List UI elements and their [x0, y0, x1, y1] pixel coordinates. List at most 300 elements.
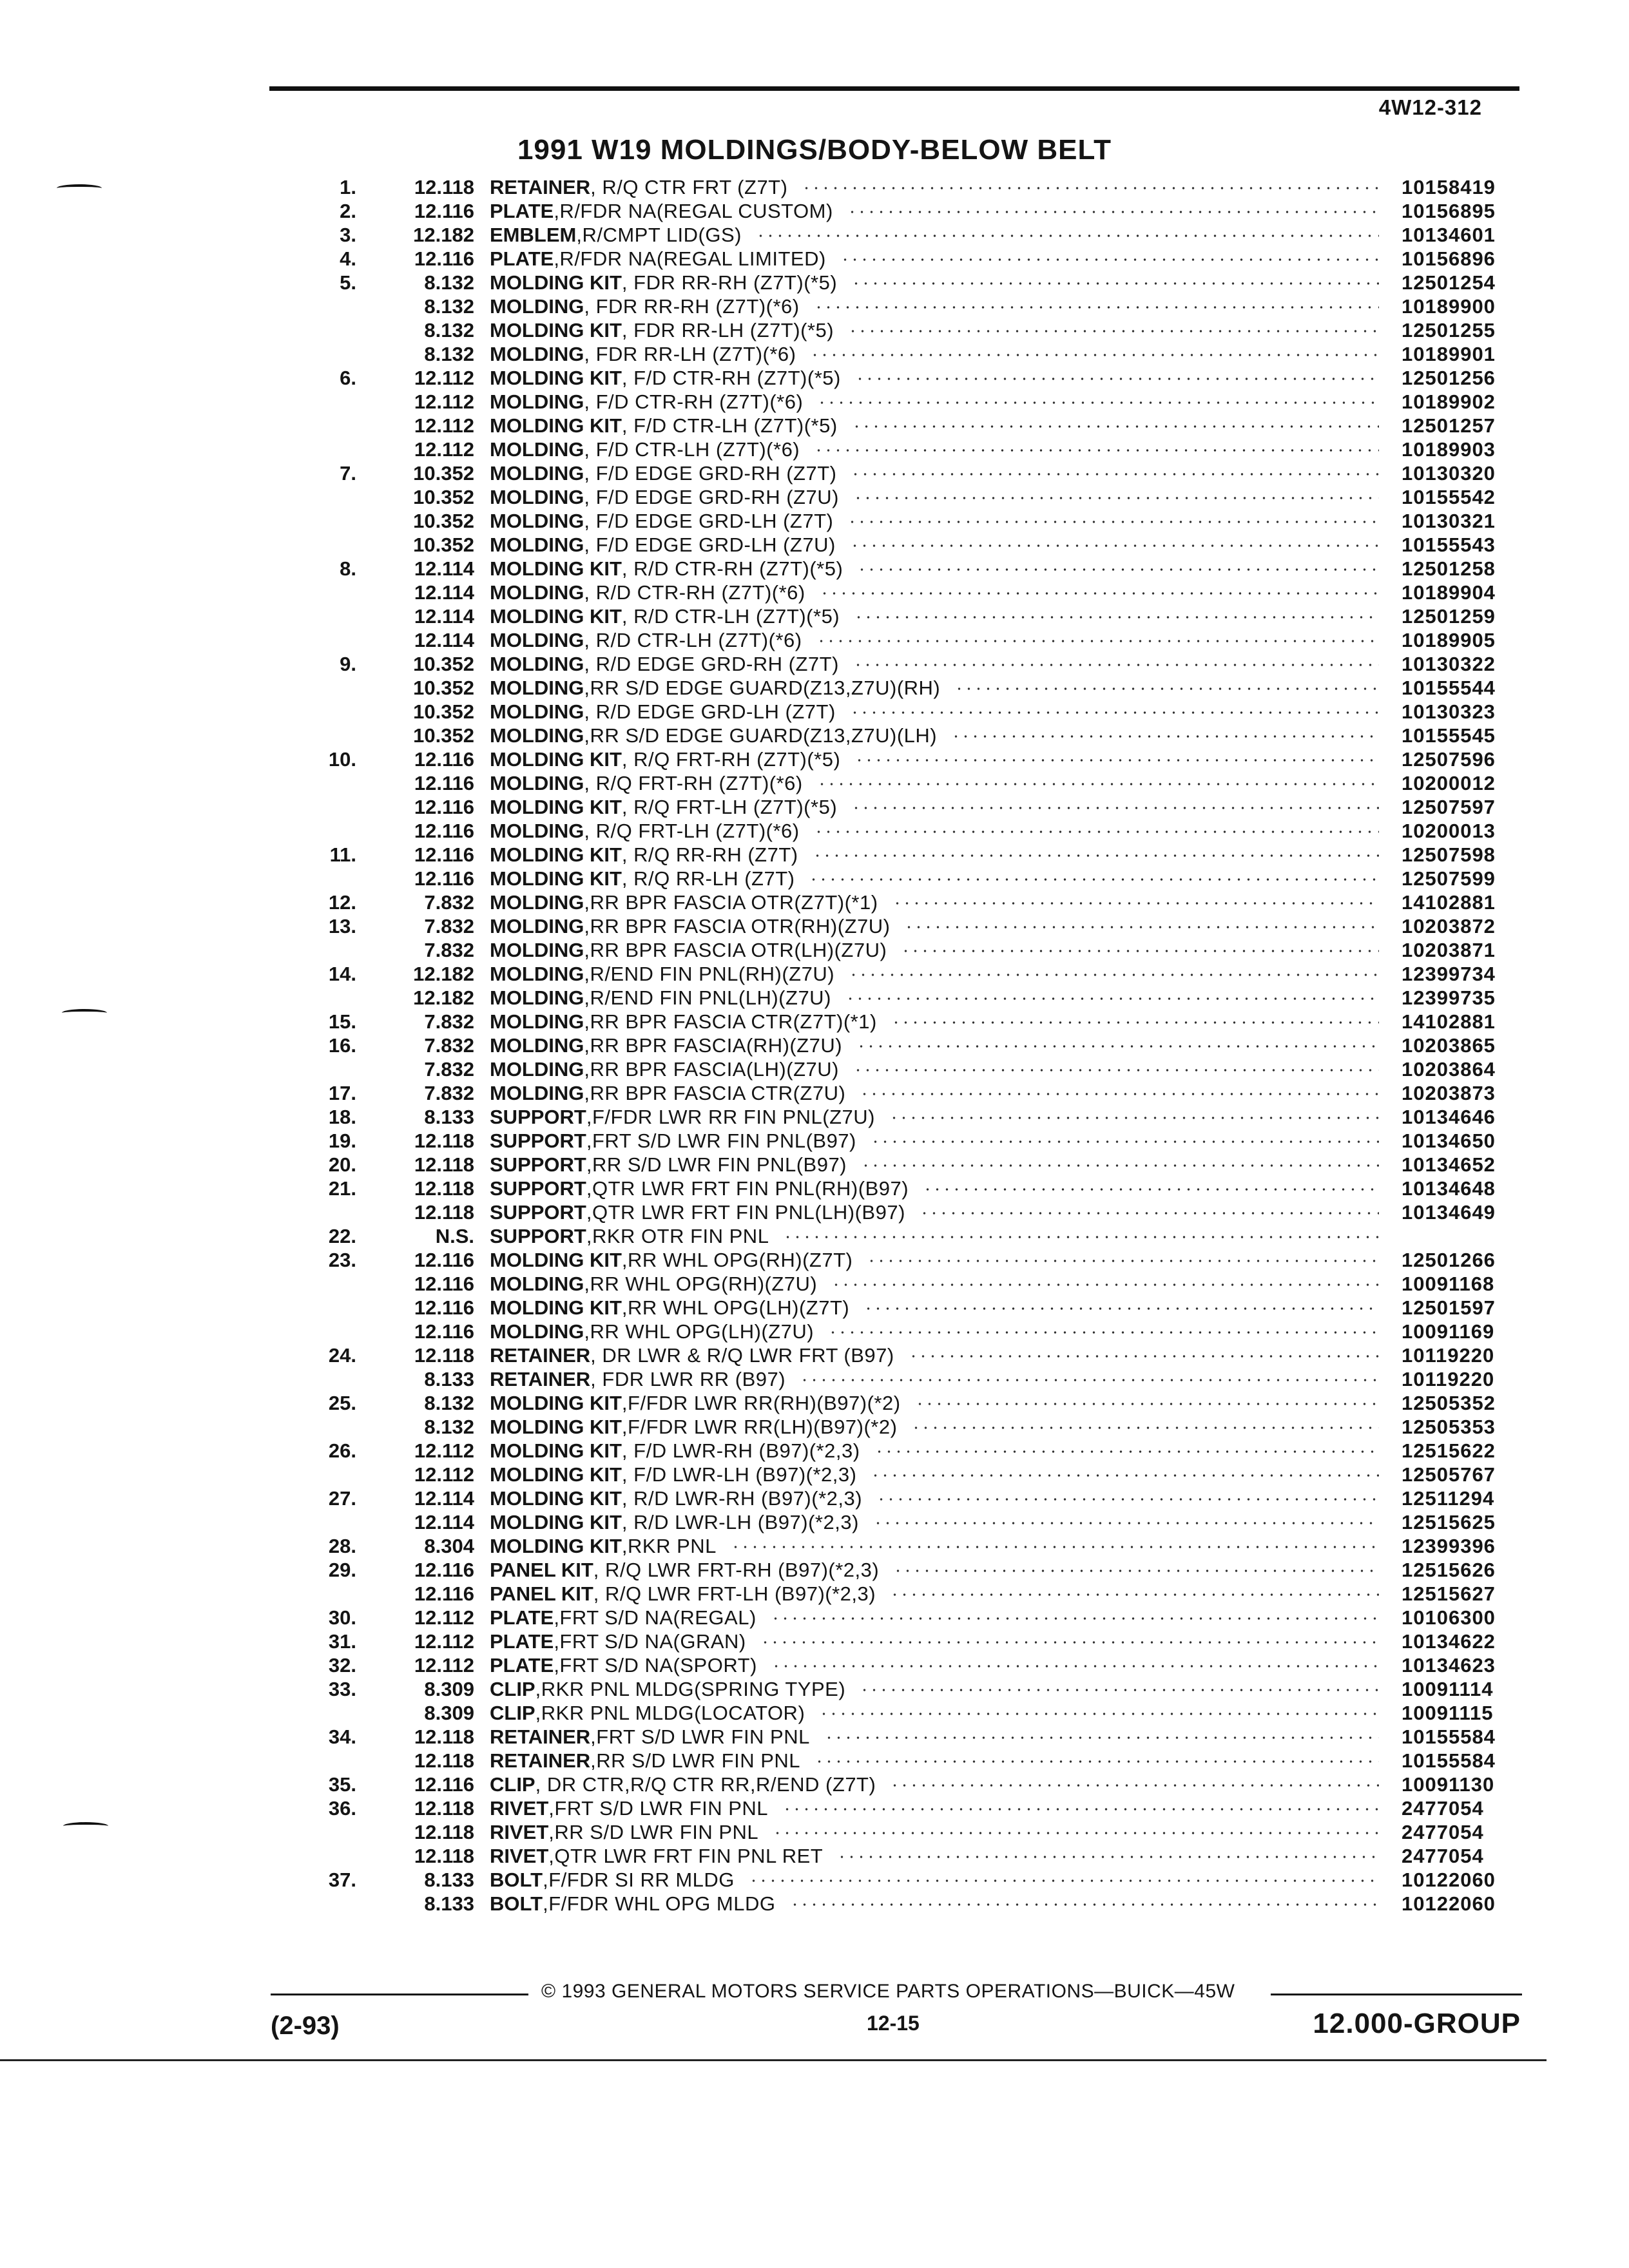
dot-leader [819, 1713, 1379, 1715]
part-name: MOLDING [490, 915, 584, 937]
part-row [0, 628, 1629, 652]
part-row [0, 676, 1629, 700]
part-number: 12399734 [1402, 963, 1496, 985]
part-description [490, 1510, 1379, 1534]
dot-leader [911, 1427, 1379, 1429]
part-row [0, 1343, 1629, 1367]
item-number: 31. [328, 1630, 356, 1653]
part-name: RETAINER [490, 1749, 591, 1772]
item-number: 37. [328, 1869, 356, 1891]
part-description [490, 1582, 1379, 1606]
part-description [490, 962, 1379, 986]
part-number: 10203871 [1402, 939, 1496, 961]
dot-leader [809, 878, 1379, 881]
dot-leader [814, 449, 1379, 452]
page-title: 1991 W19 MOLDINGS/BODY-BELOW BELT [517, 134, 1112, 166]
part-number: 12501259 [1402, 605, 1496, 628]
part-description [490, 628, 1379, 652]
part-detail: , F/D EDGE GRD-RH (Z7T) [584, 462, 837, 485]
group-number: 10.352 [413, 510, 474, 532]
part-number: 10189903 [1402, 438, 1496, 461]
part-name: MOLDING [490, 295, 584, 318]
dot-leader [790, 1903, 1380, 1906]
group-number: 12.116 [414, 1320, 474, 1343]
group-number: 12.112 [414, 390, 474, 413]
dot-leader [850, 711, 1379, 714]
dot-leader [852, 425, 1379, 428]
group-number: 12.182 [413, 224, 474, 246]
dot-leader [860, 1093, 1379, 1095]
part-name: MOLDING [490, 677, 584, 699]
group-number: 12.114 [414, 1487, 474, 1510]
part-name: PANEL KIT [490, 1559, 593, 1581]
part-name: CLIP [490, 1702, 535, 1724]
group-number: 8.309 [424, 1678, 474, 1700]
part-name: RETAINER [490, 1725, 591, 1748]
part-name: MOLDING [490, 1010, 584, 1033]
part-number: 10134648 [1402, 1177, 1496, 1200]
part-name: RETAINER [490, 1368, 591, 1390]
part-description [490, 1725, 1379, 1749]
part-detail: ,R/END FIN PNL(LH)(Z7U) [584, 986, 831, 1009]
group-number: 12.116 [414, 200, 474, 222]
part-description [490, 1272, 1379, 1296]
part-number: 10106300 [1402, 1606, 1496, 1629]
dot-leader [845, 997, 1379, 1000]
part-name: SUPPORT [490, 1129, 586, 1152]
group-number: 7.832 [424, 891, 474, 914]
group-number: 8.132 [424, 271, 474, 294]
dot-leader [853, 1069, 1379, 1072]
part-row [0, 1320, 1629, 1343]
dot-leader [854, 616, 1379, 619]
part-description [490, 1057, 1379, 1081]
part-name: MOLDING KIT [490, 557, 622, 580]
part-number: 10189905 [1402, 629, 1496, 651]
part-row [0, 533, 1629, 557]
group-number: 8.132 [424, 1392, 474, 1414]
part-name: RETAINER [490, 176, 591, 198]
part-detail: ,FRT S/D LWR FIN PNL [590, 1725, 810, 1748]
part-detail: ,FRT S/D NA(REGAL) [554, 1606, 757, 1629]
part-name: MOLDING [490, 1273, 584, 1295]
dot-leader [800, 1379, 1379, 1381]
part-number: 10189901 [1402, 343, 1496, 365]
part-number: 12501255 [1402, 319, 1496, 341]
part-row [0, 1367, 1629, 1391]
part-row [0, 1677, 1629, 1701]
dot-leader [860, 1689, 1379, 1691]
dot-leader [850, 544, 1379, 547]
item-number: 13. [328, 915, 356, 937]
dot-leader [851, 473, 1379, 476]
part-detail: ,F/FDR LWR RR(LH)(B97)(*2) [621, 1416, 898, 1438]
part-detail: ,RR BPR FASCIA(RH)(Z7U) [584, 1034, 843, 1057]
item-number: 28. [328, 1535, 356, 1557]
group-number: 10.352 [413, 533, 474, 556]
group-number: 12.112 [414, 438, 474, 461]
part-number: 12515626 [1402, 1559, 1496, 1581]
part-detail: , R/D EDGE GRD-RH (Z7T) [584, 653, 839, 675]
dot-leader [871, 1474, 1379, 1477]
group-number: 8.132 [424, 343, 474, 365]
part-name: MOLDING KIT [490, 319, 622, 341]
part-number: 12507599 [1402, 867, 1496, 890]
part-number: 12505353 [1402, 1416, 1496, 1438]
part-name: MOLDING [490, 533, 584, 556]
group-number: 8.132 [424, 1416, 474, 1438]
part-description [490, 1773, 1379, 1796]
part-description [490, 366, 1379, 390]
part-detail: ,RR S/D EDGE GUARD(Z13,Z7U)(RH) [584, 677, 941, 699]
part-description [490, 581, 1379, 604]
part-detail: , FDR LWR RR (B97) [590, 1368, 786, 1390]
part-description [490, 771, 1379, 795]
group-number: 10.352 [413, 653, 474, 675]
dot-leader [915, 1403, 1379, 1405]
part-description [490, 819, 1379, 843]
group-number: 12.116 [414, 247, 474, 270]
dot-leader [773, 1832, 1379, 1834]
part-detail: ,FRT S/D LWR FIN PNL [548, 1797, 769, 1820]
part-description [490, 1296, 1379, 1320]
part-number: 10119220 [1402, 1368, 1495, 1390]
part-row [0, 771, 1629, 795]
group-number: 12.112 [414, 1630, 474, 1653]
group-number: 10.352 [413, 486, 474, 508]
group-number: 12.118 [414, 176, 474, 198]
group-number: 12.116 [414, 1773, 474, 1796]
part-number: 10200012 [1402, 772, 1496, 794]
part-detail: ,RR WHL OPG(RH)(Z7T) [621, 1249, 853, 1271]
part-number: 12515622 [1402, 1439, 1496, 1462]
item-number: 22. [328, 1225, 356, 1247]
part-number: 10155584 [1402, 1725, 1496, 1748]
group-number: 12.118 [414, 1177, 474, 1200]
part-name: PLATE [490, 1654, 554, 1677]
part-detail: ,QTR LWR FRT FIN PNL(RH)(B97) [586, 1177, 909, 1200]
part-detail: , R/D CTR-LH (Z7T)(*5) [621, 605, 840, 628]
part-name: MOLDING KIT [490, 843, 622, 866]
part-name: MOLDING [490, 1082, 584, 1104]
part-row [0, 1057, 1629, 1081]
part-name: MOLDING [490, 963, 584, 985]
part-number: 10130321 [1402, 510, 1496, 532]
part-detail: ,RR BPR FASCIA(LH)(Z7U) [584, 1058, 839, 1081]
part-name: RIVET [490, 1797, 549, 1820]
dot-leader [873, 1522, 1379, 1524]
part-number: 10119220 [1402, 1344, 1495, 1367]
part-detail: ,RR WHL OPG(RH)(Z7U) [584, 1273, 818, 1295]
page-number: 12-15 [867, 2012, 920, 2035]
item-number: 2. [340, 200, 356, 222]
part-name: MOLDING [490, 939, 584, 961]
bottom-rule [0, 2059, 1547, 2061]
dot-leader [814, 306, 1379, 309]
group-number: 12.114 [414, 605, 474, 628]
part-number: 10130323 [1402, 700, 1496, 723]
dot-leader [824, 1736, 1379, 1739]
part-description [490, 1892, 1379, 1916]
part-row [0, 509, 1629, 533]
part-number: 10200013 [1402, 820, 1496, 842]
part-number: 12505767 [1402, 1463, 1496, 1486]
group-number: 12.116 [414, 748, 474, 771]
part-description [490, 1033, 1379, 1057]
dot-leader [856, 1045, 1379, 1048]
dot-leader [854, 759, 1379, 762]
revision-date: (2-93) [271, 2012, 340, 2040]
dot-leader [831, 1283, 1379, 1286]
part-row [0, 1653, 1629, 1677]
dot-leader [874, 1450, 1379, 1453]
part-detail: , R/Q RR-RH (Z7T) [621, 843, 798, 866]
part-description [490, 509, 1379, 533]
dot-leader [901, 950, 1379, 952]
part-description [490, 1606, 1379, 1629]
part-number: 12501266 [1402, 1249, 1496, 1271]
part-description [490, 1677, 1379, 1701]
item-number: 20. [328, 1153, 356, 1176]
group-code: 12.000-GROUP [1313, 2008, 1521, 2039]
part-name: MOLDING [490, 653, 584, 675]
part-name: RIVET [490, 1821, 549, 1843]
part-detail: , R/Q LWR FRT-RH (B97)(*2,3) [593, 1559, 880, 1581]
part-number: 12501254 [1402, 271, 1496, 294]
dot-leader [863, 1307, 1379, 1310]
dot-leader [861, 1164, 1379, 1167]
part-name: BOLT [490, 1869, 543, 1891]
part-detail: ,R/END FIN PNL(RH)(Z7U) [584, 963, 835, 985]
part-detail: ,FRT S/D NA(SPORT) [554, 1654, 757, 1677]
part-description [490, 1367, 1379, 1391]
part-detail: ,RR S/D EDGE GUARD(Z13,Z7U)(LH) [584, 724, 938, 747]
part-row [0, 1606, 1629, 1629]
item-number: 9. [340, 653, 356, 675]
part-number: 10130320 [1402, 462, 1496, 485]
part-row [0, 1129, 1629, 1153]
group-number: 8.133 [424, 1892, 474, 1915]
part-row [0, 199, 1629, 223]
part-name: MOLDING [490, 390, 584, 413]
part-name: MOLDING [490, 700, 584, 723]
dot-leader [904, 926, 1379, 928]
part-detail: , F/D EDGE GRD-RH (Z7U) [584, 486, 839, 508]
dot-leader [814, 831, 1379, 833]
part-detail: ,F/FDR SI RR MLDG [543, 1869, 735, 1891]
part-detail: ,RR BPR FASCIA CTR(Z7U) [584, 1082, 846, 1104]
part-detail: , R/Q RR-LH (Z7T) [621, 867, 795, 890]
part-detail: ,QTR LWR FRT FIN PNL RET [548, 1845, 824, 1867]
part-number: 10189902 [1402, 390, 1496, 413]
part-number: 12515625 [1402, 1511, 1496, 1533]
part-name: PANEL KIT [490, 1582, 593, 1605]
part-detail: , R/Q CTR FRT (Z7T) [590, 176, 788, 198]
part-row [0, 843, 1629, 867]
part-row [0, 795, 1629, 819]
part-description [490, 1010, 1379, 1033]
part-description [490, 199, 1379, 223]
dot-leader [817, 401, 1379, 404]
part-row [0, 1844, 1629, 1868]
part-description [490, 700, 1379, 724]
part-row [0, 962, 1629, 986]
part-row [0, 890, 1629, 914]
part-description [490, 1534, 1379, 1558]
part-row [0, 1010, 1629, 1033]
part-description [490, 843, 1379, 867]
dot-leader [890, 1593, 1379, 1596]
part-description [490, 1796, 1379, 1820]
part-name: MOLDING KIT [490, 1249, 622, 1271]
dot-leader [851, 282, 1379, 285]
part-row [0, 414, 1629, 437]
group-number: 12.112 [414, 414, 474, 437]
dot-leader [954, 687, 1379, 690]
part-name: MOLDING KIT [490, 1439, 622, 1462]
part-description [490, 557, 1379, 581]
part-number: 10203872 [1402, 915, 1496, 937]
part-number: 12515627 [1402, 1582, 1496, 1605]
part-detail: ,RKR PNL MLDG(SPRING TYPE) [535, 1678, 846, 1700]
part-description [490, 1558, 1379, 1582]
part-name: MOLDING KIT [490, 1511, 622, 1533]
part-name: PLATE [490, 200, 554, 222]
part-description [490, 914, 1379, 938]
part-description [490, 294, 1379, 318]
part-row [0, 914, 1629, 938]
group-number: 10.352 [413, 724, 474, 747]
part-row [0, 604, 1629, 628]
part-description [490, 1177, 1379, 1200]
part-number: 10155543 [1402, 533, 1496, 556]
part-description [490, 724, 1379, 747]
group-number: 7.832 [424, 1034, 474, 1057]
part-name: MOLDING [490, 438, 584, 461]
part-row [0, 1796, 1629, 1820]
item-number: 17. [328, 1082, 356, 1104]
part-row [0, 1224, 1629, 1248]
part-detail: , F/D CTR-LH (Z7T)(*5) [621, 414, 838, 437]
part-row [0, 1558, 1629, 1582]
dot-leader [817, 783, 1379, 785]
parts-list [0, 175, 1629, 1916]
group-number: 8.132 [424, 319, 474, 341]
part-detail: , R/D EDGE GRD-LH (Z7T) [584, 700, 836, 723]
part-description [490, 938, 1379, 962]
item-number: 12. [328, 891, 356, 914]
part-name: MOLDING [490, 510, 584, 532]
part-row [0, 1272, 1629, 1296]
part-number: 10122060 [1402, 1892, 1496, 1915]
part-description [490, 1653, 1379, 1677]
group-number: 12.114 [414, 1511, 474, 1533]
part-row [0, 700, 1629, 724]
part-row [0, 1296, 1629, 1320]
part-description [490, 1486, 1379, 1510]
group-number: 12.182 [413, 963, 474, 985]
part-detail: , DR LWR & R/Q LWR FRT (B97) [590, 1344, 894, 1367]
dot-leader [867, 1260, 1379, 1262]
part-row [0, 1177, 1629, 1200]
part-detail: ,RR S/D LWR FIN PNL(B97) [586, 1153, 847, 1176]
part-detail: , R/D CTR-RH (Z7T)(*6) [584, 581, 805, 604]
part-row [0, 1081, 1629, 1105]
part-detail: , R/Q FRT-RH (Z7T)(*6) [584, 772, 803, 794]
part-detail: , F/D CTR-RH (Z7T)(*6) [584, 390, 804, 413]
part-description [490, 890, 1379, 914]
dot-leader [815, 1760, 1379, 1763]
part-row [0, 867, 1629, 890]
part-row [0, 1701, 1629, 1725]
item-number: 11. [329, 843, 356, 866]
part-detail: ,RR WHL OPG(LH)(Z7T) [621, 1296, 850, 1319]
part-row [0, 342, 1629, 366]
part-name: MOLDING KIT [490, 1487, 622, 1510]
item-number: 24. [328, 1344, 356, 1367]
part-description [490, 223, 1379, 247]
part-name: MOLDING [490, 724, 584, 747]
dot-leader [889, 1117, 1379, 1119]
part-row [0, 581, 1629, 604]
part-detail: , R/Q LWR FRT-LH (B97)(*2,3) [593, 1582, 876, 1605]
part-number: 10091130 [1402, 1773, 1495, 1796]
part-detail: , F/D EDGE GRD-LH (Z7U) [584, 533, 836, 556]
part-number: 10189904 [1402, 581, 1496, 604]
part-name: MOLDING [490, 772, 584, 794]
part-name: MOLDING KIT [490, 414, 622, 437]
part-name: MOLDING [490, 343, 584, 365]
part-row [0, 1153, 1629, 1177]
part-description [490, 1868, 1379, 1892]
group-number: 10.352 [413, 677, 474, 699]
part-row [0, 1439, 1629, 1463]
part-description [490, 986, 1379, 1010]
group-number: 12.116 [414, 820, 474, 842]
part-number: 14102881 [1402, 1010, 1496, 1033]
part-detail: , FDR RR-RH (Z7T)(*6) [584, 295, 800, 318]
item-number: 19. [328, 1129, 356, 1152]
dot-leader [853, 497, 1379, 499]
part-row [0, 1463, 1629, 1486]
item-number: 10. [328, 748, 356, 771]
dot-leader [851, 807, 1379, 809]
footer-rule-right [1271, 1994, 1522, 1995]
dot-leader [783, 1236, 1379, 1238]
part-detail: , R/Q FRT-LH (Z7T)(*6) [584, 820, 800, 842]
dot-leader [871, 1140, 1379, 1143]
dot-leader [840, 258, 1379, 261]
part-number: 10130322 [1402, 653, 1496, 675]
part-description [490, 1844, 1379, 1868]
part-detail: ,RR S/D LWR FIN PNL [548, 1821, 759, 1843]
part-number: 12507598 [1402, 843, 1496, 866]
dot-leader [855, 378, 1379, 380]
group-number: 7.832 [424, 915, 474, 937]
group-number: 12.118 [414, 1725, 474, 1748]
dot-leader [893, 1570, 1379, 1572]
group-number: 12.116 [414, 1296, 474, 1319]
part-row [0, 724, 1629, 747]
part-name: PLATE [490, 1606, 554, 1629]
item-number: 1. [340, 176, 356, 198]
dot-leader [820, 592, 1379, 595]
part-number: 12507597 [1402, 796, 1496, 818]
part-number: 10158419 [1402, 176, 1496, 198]
part-name: MOLDING KIT [490, 796, 622, 818]
item-number: 26. [328, 1439, 356, 1462]
part-name: BOLT [490, 1892, 543, 1915]
